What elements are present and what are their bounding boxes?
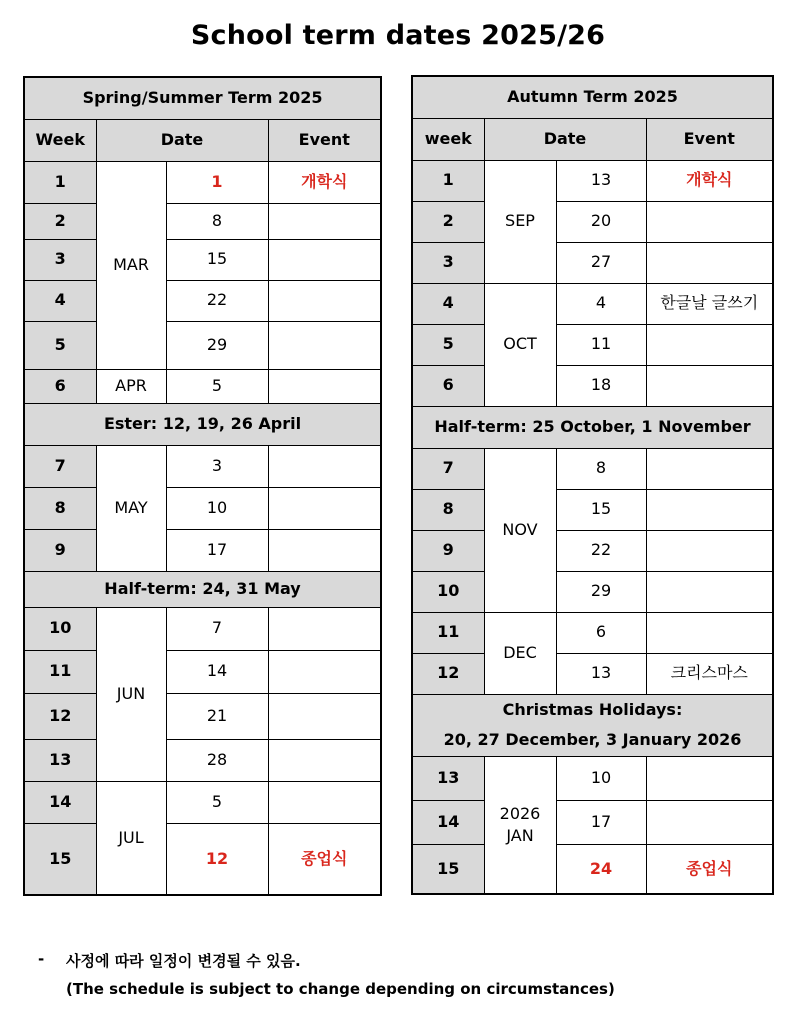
date-cell: 8 [166,203,268,239]
spring-summer-term-table [23,76,382,896]
date-cell: 22 [556,530,646,571]
date-cell: 5 [166,369,268,403]
week-number: 4 [24,280,96,321]
event-cell [268,739,381,781]
christmas-holidays-title: Christmas Holidays: [502,700,683,719]
date-cell: 28 [166,739,268,781]
month-label-oct: OCT [484,283,556,406]
date-cell: 10 [166,487,268,529]
event-cell [646,612,773,653]
table-row [412,530,773,571]
week-number: 3 [24,239,96,280]
table-row [412,571,773,612]
week-number: 1 [24,161,96,203]
date-cell: 1 [166,161,268,203]
christmas-holidays-row [412,694,773,756]
date-cell: 14 [166,650,268,693]
event-cell [268,239,381,280]
event-cell [268,529,381,571]
table-row [24,445,381,487]
table-row [24,203,381,239]
month-label-dec: DEC [484,612,556,694]
week-number: 5 [412,324,484,365]
table-row [24,693,381,739]
spring-week-column-header: Week [24,119,96,161]
week-number: 11 [412,612,484,653]
date-cell: 10 [556,756,646,800]
date-cell: 6 [556,612,646,653]
table-row [412,612,773,653]
week-number: 10 [24,607,96,650]
event-cell [646,324,773,365]
date-cell: 18 [556,365,646,406]
date-cell: 3 [166,445,268,487]
week-number: 6 [24,369,96,403]
week-number: 7 [24,445,96,487]
week-number: 2 [24,203,96,239]
table-row [24,607,381,650]
spring-event-column-header: Event [268,119,381,161]
week-number: 13 [24,739,96,781]
event-cell: 크리스마스 [646,653,773,694]
january-year: 2026 [499,803,541,823]
table-row [24,369,381,403]
table-row [24,280,381,321]
half-term-break-row: Half-term: 25 October, 1 November [412,406,773,448]
event-cell [646,571,773,612]
week-number: 9 [412,530,484,571]
spring-term-heading: Spring/Summer Term 2025 [24,77,381,119]
week-number: 12 [412,653,484,694]
table-row [24,529,381,571]
event-cell [646,800,773,844]
week-number: 7 [412,448,484,489]
event-cell [646,365,773,406]
table-row [24,823,381,895]
date-cell: 15 [166,239,268,280]
week-number: 15 [412,844,484,894]
event-cell [268,203,381,239]
event-cell [268,781,381,823]
autumn-week-column-header: week [412,118,484,160]
date-cell: 29 [556,571,646,612]
event-cell [268,369,381,403]
date-cell: 24 [556,844,646,894]
event-cell [646,489,773,530]
table-row [24,781,381,823]
week-number: 14 [412,800,484,844]
event-cell [268,280,381,321]
event-cell [268,693,381,739]
week-number: 2 [412,201,484,242]
event-cell [268,607,381,650]
week-number: 15 [24,823,96,895]
event-cell [268,650,381,693]
half-term-break-row: Half-term: 24, 31 May [24,571,381,607]
table-row [412,365,773,406]
spring-date-column-header: Date [96,119,268,161]
table-row [412,160,773,201]
table-row [24,239,381,280]
month-label-apr: APR [96,369,166,403]
table-row [412,489,773,530]
week-number: 5 [24,321,96,369]
date-cell: 15 [556,489,646,530]
event-cell [646,242,773,283]
week-number: 8 [412,489,484,530]
table-row [24,487,381,529]
month-label-jun: JUN [96,607,166,781]
date-cell: 12 [166,823,268,895]
week-number: 8 [24,487,96,529]
month-label-sep: SEP [484,160,556,283]
note-english: (The schedule is subject to change depending on circumstances) [66,980,615,998]
event-cell: 종업식 [646,844,773,894]
week-number: 9 [24,529,96,571]
table-row [412,800,773,844]
table-row [24,161,381,203]
week-number: 12 [24,693,96,739]
date-cell: 5 [166,781,268,823]
event-cell [268,445,381,487]
month-label-mar: MAR [96,161,166,369]
event-cell [646,201,773,242]
table-row [412,201,773,242]
date-cell: 7 [166,607,268,650]
date-cell: 8 [556,448,646,489]
date-cell: 11 [556,324,646,365]
table-row [24,739,381,781]
week-number: 10 [412,571,484,612]
table-row [412,844,773,894]
week-number: 6 [412,365,484,406]
table-row [412,653,773,694]
january-label: JAN [506,825,534,845]
christmas-holidays-dates: 20, 27 December, 3 January 2026 [443,730,742,749]
week-number: 1 [412,160,484,201]
date-cell: 13 [556,160,646,201]
event-cell [268,487,381,529]
week-number: 4 [412,283,484,324]
autumn-date-column-header: Date [484,118,646,160]
table-row [412,448,773,489]
event-cell: 종업식 [268,823,381,895]
table-row [412,756,773,800]
event-cell [646,530,773,571]
week-number: 11 [24,650,96,693]
note-korean: 사정에 따라 일정이 변경될 수 있음. [66,952,301,970]
date-cell: 17 [556,800,646,844]
date-cell: 17 [166,529,268,571]
event-cell: 개학식 [268,161,381,203]
autumn-term-table [411,75,774,895]
event-cell: 한글날 글쓰기 [646,283,773,324]
autumn-event-column-header: Event [646,118,773,160]
table-row [412,283,773,324]
week-number: 14 [24,781,96,823]
week-number: 3 [412,242,484,283]
event-cell [646,756,773,800]
date-cell: 29 [166,321,268,369]
month-label-may: MAY [96,445,166,571]
date-cell: 13 [556,653,646,694]
table-row [24,321,381,369]
month-label-jul: JUL [96,781,166,895]
event-cell [646,448,773,489]
month-label-nov: NOV [484,448,556,612]
date-cell: 21 [166,693,268,739]
page-title: School term dates 2025/26 [190,20,606,51]
event-cell: 개학식 [646,160,773,201]
table-row [412,242,773,283]
date-cell: 20 [556,201,646,242]
week-number: 13 [412,756,484,800]
note-bullet: - [38,950,45,968]
autumn-term-heading: Autumn Term 2025 [412,76,773,118]
month-label-jan [484,756,556,894]
table-row [412,324,773,365]
table-row [24,650,381,693]
date-cell: 27 [556,242,646,283]
date-cell: 22 [166,280,268,321]
easter-break-row: Ester: 12, 19, 26 April [24,403,381,445]
event-cell [268,321,381,369]
date-cell: 4 [556,283,646,324]
